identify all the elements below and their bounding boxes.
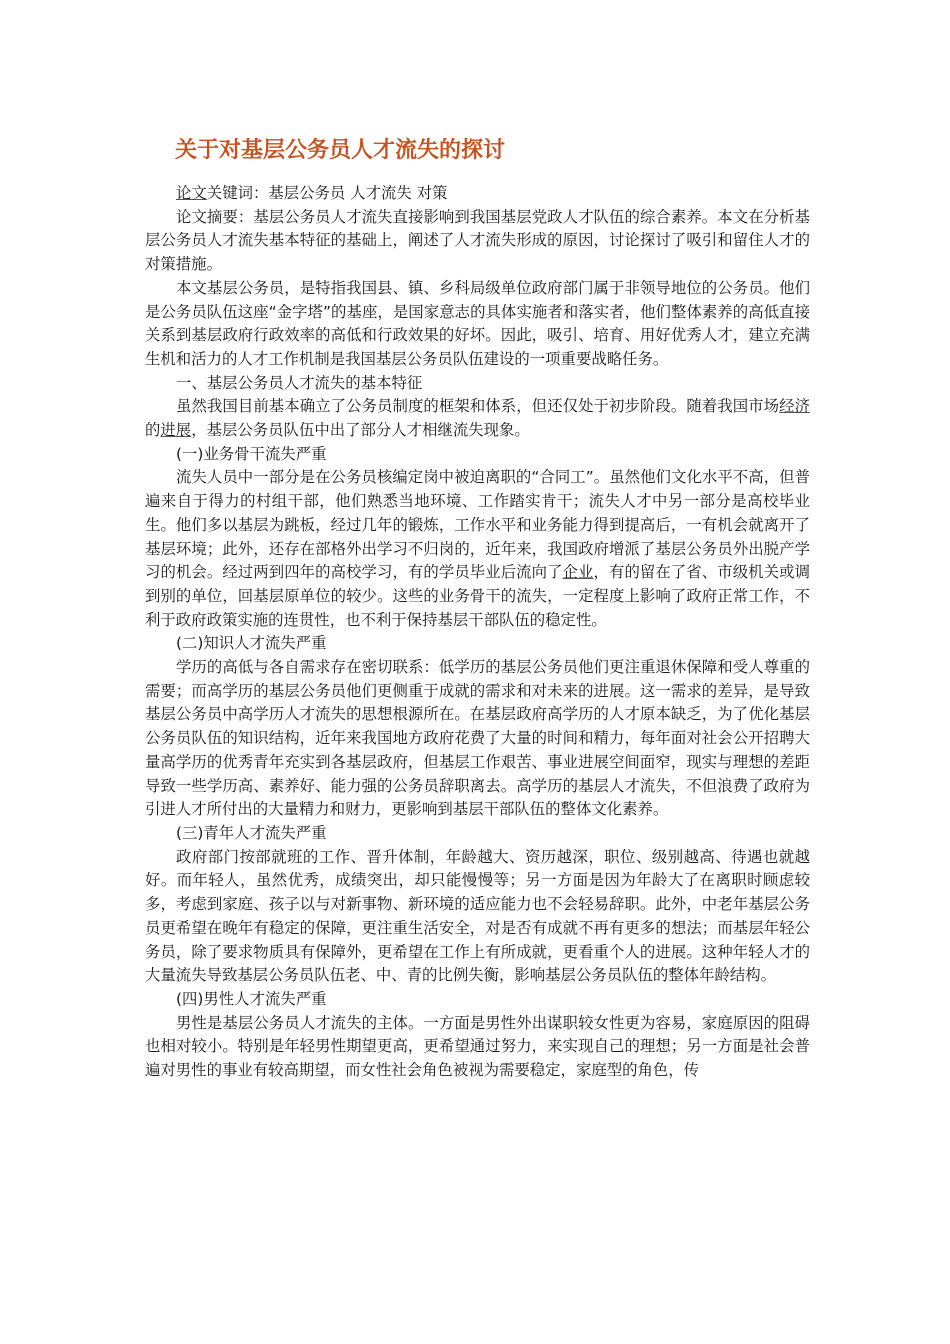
intro-paragraph: 本文基层公务员，是特指我国县、镇、乡科局级单位政府部门属于非领导地位的公务员。他们是公务员队伍这座“金字塔”的基座，是国家意志的具体实施者和落实者，他们整体素养的高低直接关系到基层政府行政效率的高低和行政效果的好坏。因此，吸引、培育、用好优秀人才，建立充满生机和活力的人才工作机制是我国基层公务员队伍建设的一项重要战略任务。	[145, 278, 810, 368]
section1-text-b: 的	[145, 421, 161, 440]
keywords-line	[145, 182, 810, 206]
sub4-heading: (四)男性人才流失严重	[176, 989, 327, 1008]
document-title: 关于对基层公务员人才流失的探讨	[175, 138, 506, 163]
section1-paragraph	[145, 395, 810, 442]
sub3-heading: (三)青年人才流失严重	[176, 823, 327, 842]
keywords-text: 关键词：基层公务员 人才流失 对策	[206, 184, 448, 202]
keywords-link-word[interactable]: 论文	[176, 184, 207, 202]
link-economy[interactable]: 经济	[779, 397, 810, 416]
sub1-text-b: ，有的留在了省、市级机关或调到别的单位，回基层原单位的较少。这些的业务骨干的流失，一定程度上影响了政府正常工作，不利于政府政策实施的连贯性，也不利于保持基层干部队伍的稳定性。	[145, 563, 810, 629]
link-enterprise[interactable]: 企业	[562, 563, 594, 582]
sub4-paragraph: 男性是基层公务员人才流失的主体。一方面是男性外出谋职较女性更为容易，家庭原因的阻碍也相对较小。特别是年轻男性期望更高，更希望通过努力，来实现自己的理想；另一方面是社会普遍对男性的事业有较高期望，而女性社会角色被视为需要稳定，家庭型的角色，传	[145, 1013, 810, 1080]
sub1-paragraph	[145, 466, 810, 632]
sub2-paragraph: 学历的高低与各自需求存在密切联系：低学历的基层公务员他们更注重退休保障和受人尊重的需要；而高学历的基层公务员他们更侧重于成就的需求和对未来的进展。这一需求的差异，是导致基层公务员中高学历人才流失的思想根源所在。在基层政府高学历的人才原本缺乏，为了优化基层公务员队伍的知识结构，近年来我国地方政府花费了大量的时间和精力，每年面对社会公开招聘大量高学历的优秀青年充实到各基层政府，但基层工作艰苦、事业进展空间面窄，现实与理想的差距导致一些学历高、素养好、能力强的公务员辞职离去。高学历的基层人才流失，不但浪费了政府为引进人才所付出的大量精力和财力，更影响到基层干部队伍的整体文化素养。	[145, 658, 810, 819]
link-development[interactable]: 进展	[160, 421, 192, 440]
section1-text-a: 虽然我国目前基本确立了公务员制度的框架和体系，但还仅处于初步阶段。随着我国市场	[176, 397, 780, 416]
sub3-paragraph: 政府部门按部就班的工作、晋升体制，年龄越大、资历越深，职位、级别越高、待遇也就越好。而年轻人，虽然优秀，成绩突出，却只能慢慢等；另一方面是因为年龄大了在离职时顾虑较多，考虑到家庭、孩子以与对新事物、新环境的适应能力也不会轻易辞职。此外，中老年基层公务员更希望在晚年有稳定的保障，更注重生活安全，对是否有成就不再有更多的想法；而基层年轻公务员，除了要求物质具有保障外，更希望在工作上有所成就，更看重个人的进展。这种年轻人才的大量流失导致基层公务员队伍老、中、青的比例失衡，影响基层公务员队伍的整体年龄结构。	[145, 847, 810, 985]
sub1-heading: (一)业务骨干流失严重	[176, 444, 327, 463]
section1-text-c: ，基层公务员队伍中出了部分人才相继流失现象。	[191, 421, 530, 440]
abstract-paragraph: 论文摘要：基层公务员人才流失直接影响到我国基层党政人才队伍的综合素养。本文在分析基层公务员人才流失基本特征的基础上，阐述了人才流失形成的原因，讨论探讨了吸引和留住人才的对策措施。	[145, 207, 810, 274]
section1-heading: 一、基层公务员人才流失的基本特征	[176, 373, 423, 392]
sub2-heading: (二)知识人才流失严重	[176, 634, 327, 653]
sub1-text-a: 流失人员中一部分是在公务员核编定岗中被迫离职的“合同工”。虽然他们文化水平不高，但普遍来自于得力的村组干部，他们熟悉当地环境、工作踏实肯干；流失人才中另一部分是高校毕业生。他们多以基层为跳板，经过几年的锻炼，工作水平和业务能力得到提高后，一有机会就离开了基层环境；此外，还存在部格外出学习不归岗的，近年来，我国政府增派了基层公务员外出脱产学习的机会。经过两到四年的高校学习，有的学员毕业后流向了	[145, 468, 810, 582]
document-page	[145, 130, 810, 1083]
